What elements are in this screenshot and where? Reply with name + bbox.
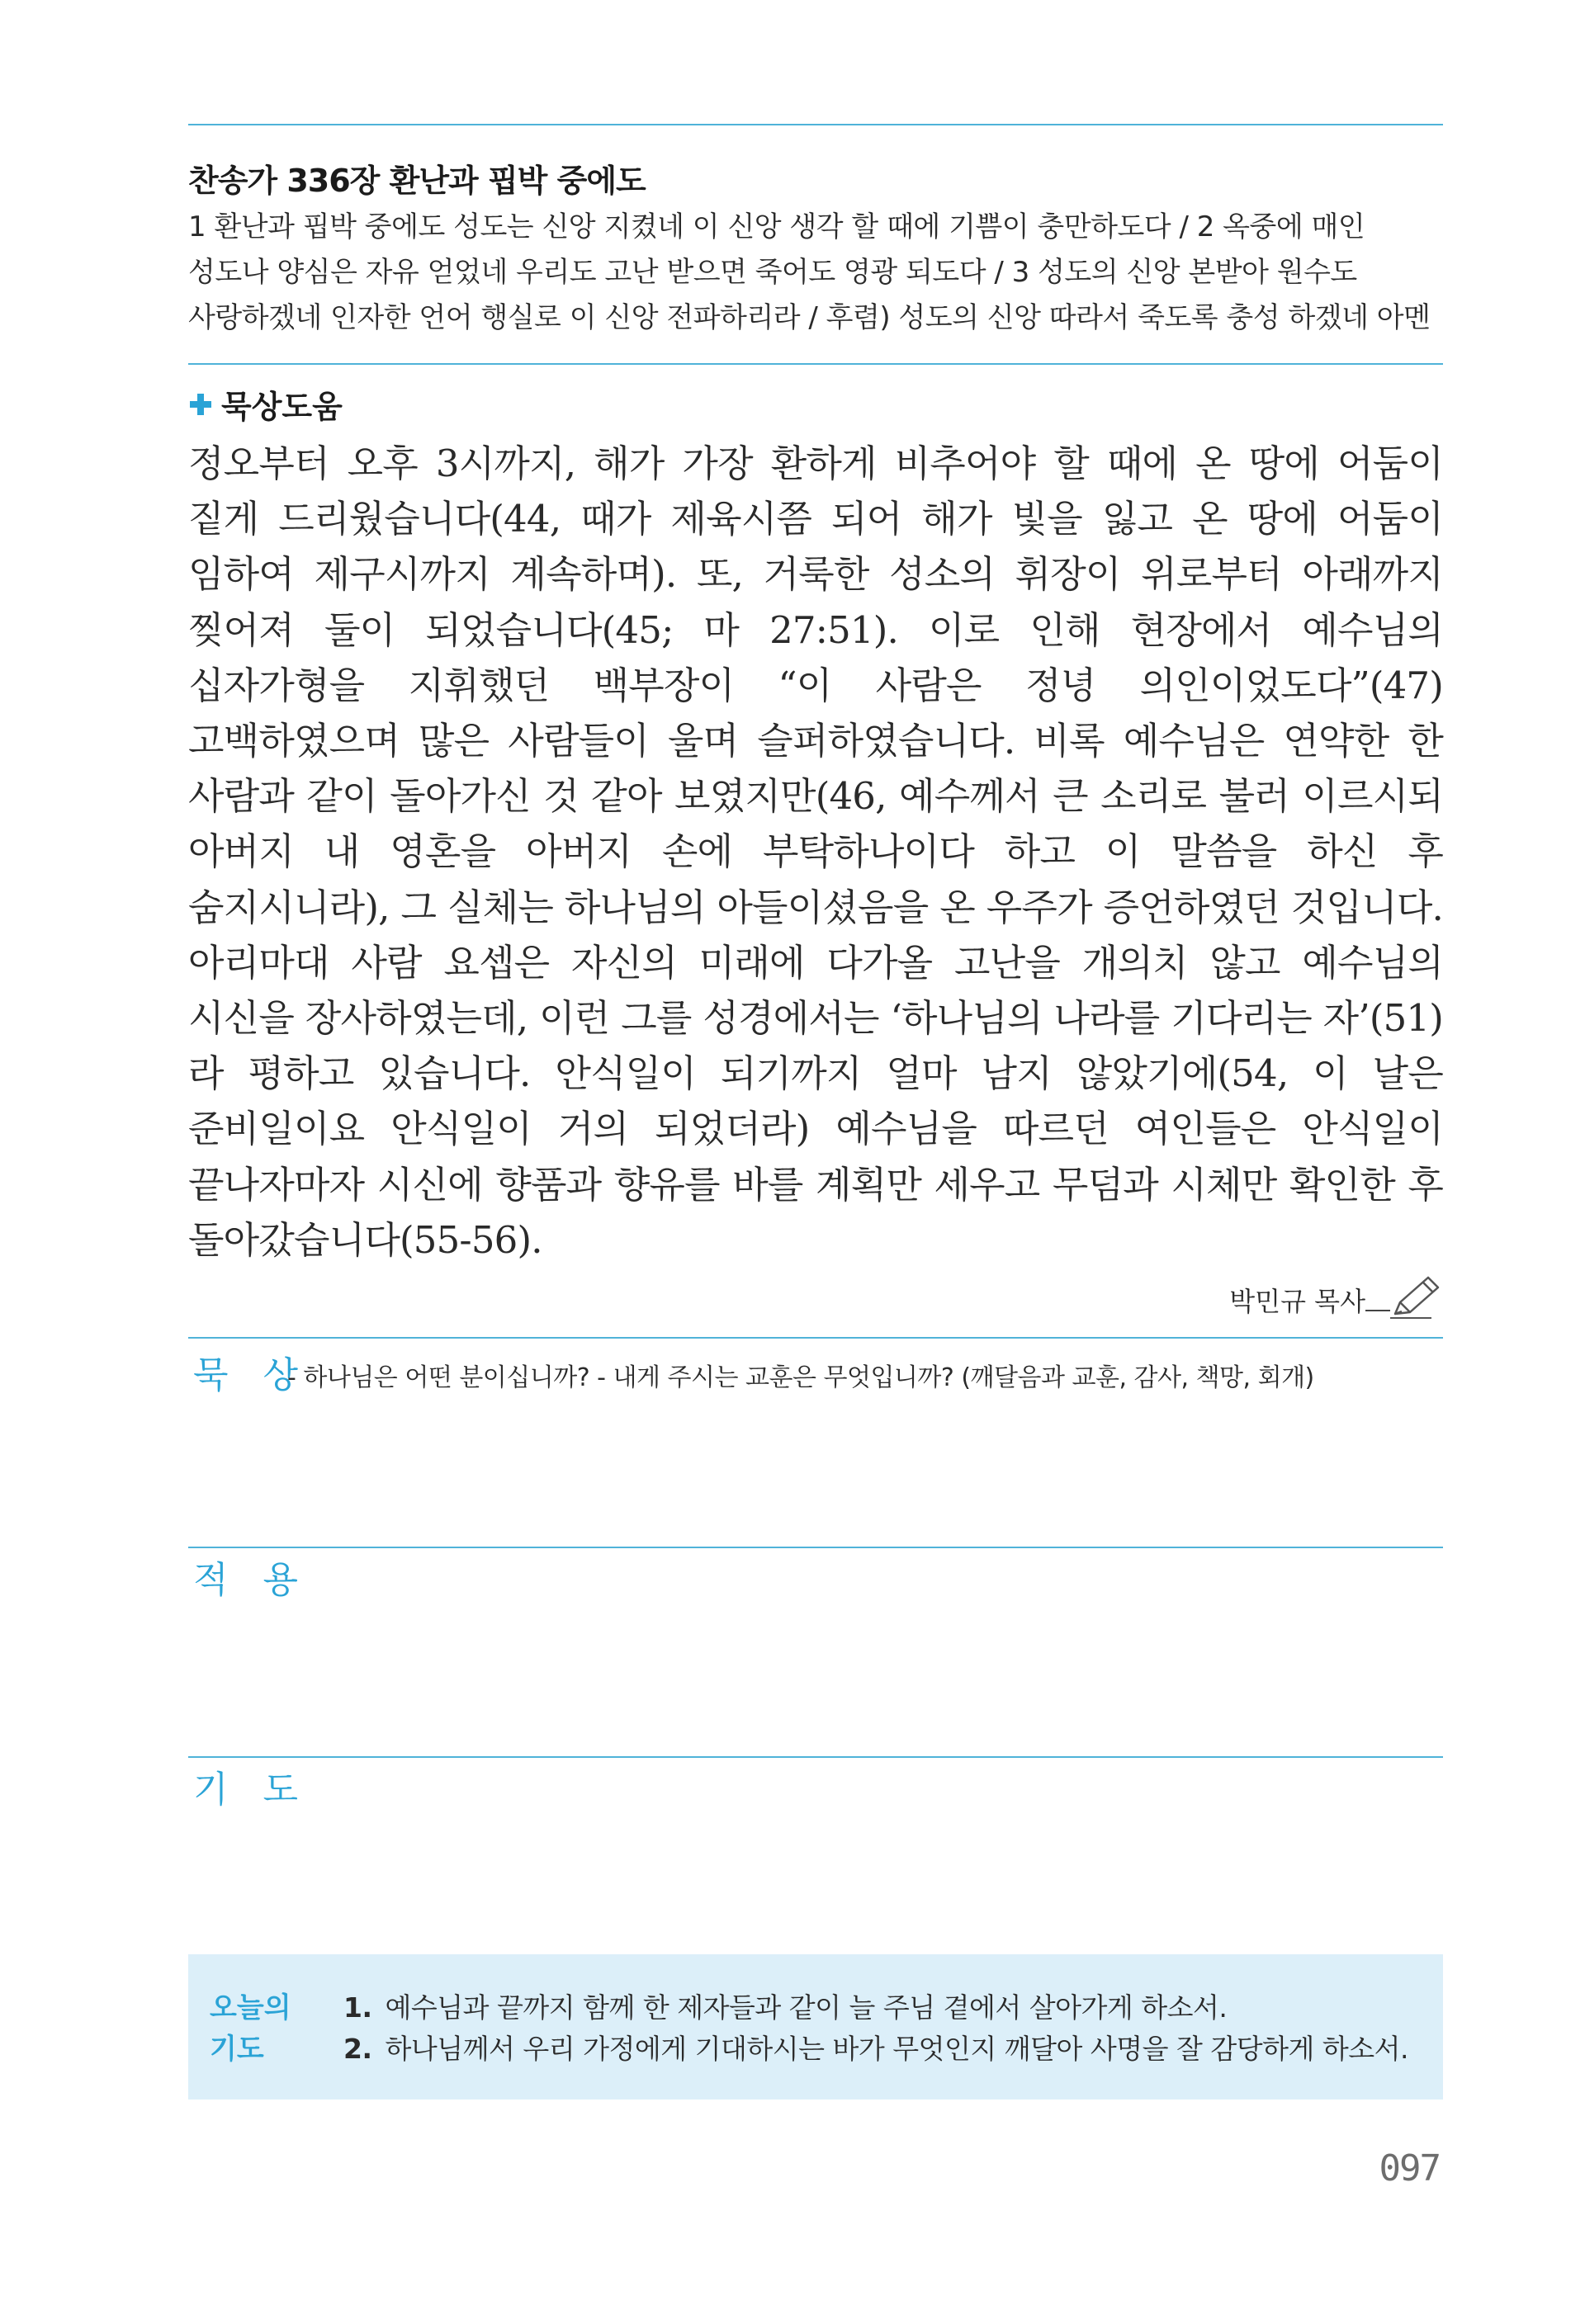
prayer-rule [188,1756,1443,1758]
hymn-lyrics: 1 환난과 핍박 중에도 성도는 신앙 지켰네 이 신앙 생각 할 때에 기쁨이 충만하도다 / 2 옥중에 매인 성도나 양심은 자유 얻었네 우리도 고난 받으면 죽어도 영광 되도다 / 3 성도의 신앙 본받아 원수도 사랑하겠네 인자한 언어 행실로 이 신앙 전파하리라 / 후렴) 성도의 신앙 따라서 죽도록 충성 하겠네 아멘 [188,210,1431,334]
todays-prayer-label-line1: 오늘의 [210,1991,291,2024]
prayer-item-number: 1. [343,1991,372,2024]
meditation-help-title: 묵상도움 [221,389,343,425]
meditate-label: 묵 상 [193,1354,310,1396]
plus-icon [188,392,213,417]
meditation-help-body: 정오부터 오후 3시까지, 해가 가장 환하게 비추어야 할 때에 온 땅에 어둠이 짙게 드리웠습니다(44, 때가 제육시쯤 되어 해가 빛을 잃고 온 땅에 어둠이 임하여 제구시까지 계속하며). 또, 거룩한 성소의 휘장이 위로부터 아래까지 찢어져 둘이 되었습니다(45; 마 27:51). 이로 인해 현장에서 예수님의 십자가형을 지휘했던 백부장이 “이 사람은 정녕 의인이었도다”(47) 고백하였으며 많은 사람들이 울며 슬퍼하였습니다. 비록 예수님은 연약한 한 사람과 같이 돌아가신 것 같아 보였지만(46, 예수께서 큰 소리로 불러 이르시되 아버지 내 영혼을 아버지 손에 부탁하나이다 하고 이 말씀을 하신 후 숨지시니라), 그 실체는 하나님의 아들이셨음을 온 우주가 증언하였던 것입니다. 아리마대 사람 요셉은 자신의 미래에 다가올 고난을 개의치 않고 예수님의 시신을 장사하였는데, 이런 그를 성경에서는 ‘하나님의 나라를 기다리는 자’(51)라 평하고 있습니다. 안식일이 되기까지 얼마 남지 않았기에(54, 이 날은 준비일이요 안식일이 거의 되었더라) 예수님을 따르던 여인들은 안식일이 끝나자마자 시신에 향품과 향유를 바를 계획만 세우고 무덤과 시체만 확인한 후 돌아갔습니다(55-56). [188,442,1444,1262]
todays-prayer-label-line2: 기도 [210,2033,264,2066]
hymn-title: 찬송가 336장 환난과 핍박 중에도 [188,163,646,199]
apply-label: 적 용 [193,1559,310,1601]
prayer-item-text: 예수님과 끝까지 함께 한 제자들과 같이 늘 주님 곁에서 살아가게 하소서. [385,1991,1228,2024]
meditation-help-heading [188,381,343,427]
top-rule [188,124,1443,125]
todays-prayer-box [188,1954,1443,2100]
page-number: 097 [1379,2147,1440,2189]
pencil-icon [1390,1273,1443,1327]
meditate-rule [188,1337,1443,1339]
apply-rule [188,1547,1443,1548]
hymn-divider [188,363,1443,365]
prayer-item-text: 하나님께서 우리 가정에게 기대하시는 바가 무엇인지 깨달아 사명을 잘 감당하게 하소서. [385,2033,1408,2065]
prayer-item [343,1987,1425,2029]
todays-prayer-label [210,1987,309,2070]
prayer-label: 기 도 [193,1769,310,1811]
todays-prayer-list [343,1987,1425,2070]
author-name: 박민규 목사 [1229,1286,1365,1317]
prayer-item-number: 2. [343,2033,372,2065]
prayer-item [343,2029,1425,2070]
signature-underline [1365,1288,1390,1311]
author-signature [1229,1273,1443,1327]
meditate-prompts: - 하나님은 어떤 분이십니까? - 내게 주시는 교훈은 무엇입니까? (깨달음과 교훈, 감사, 책망, 회개) [287,1363,1314,1392]
